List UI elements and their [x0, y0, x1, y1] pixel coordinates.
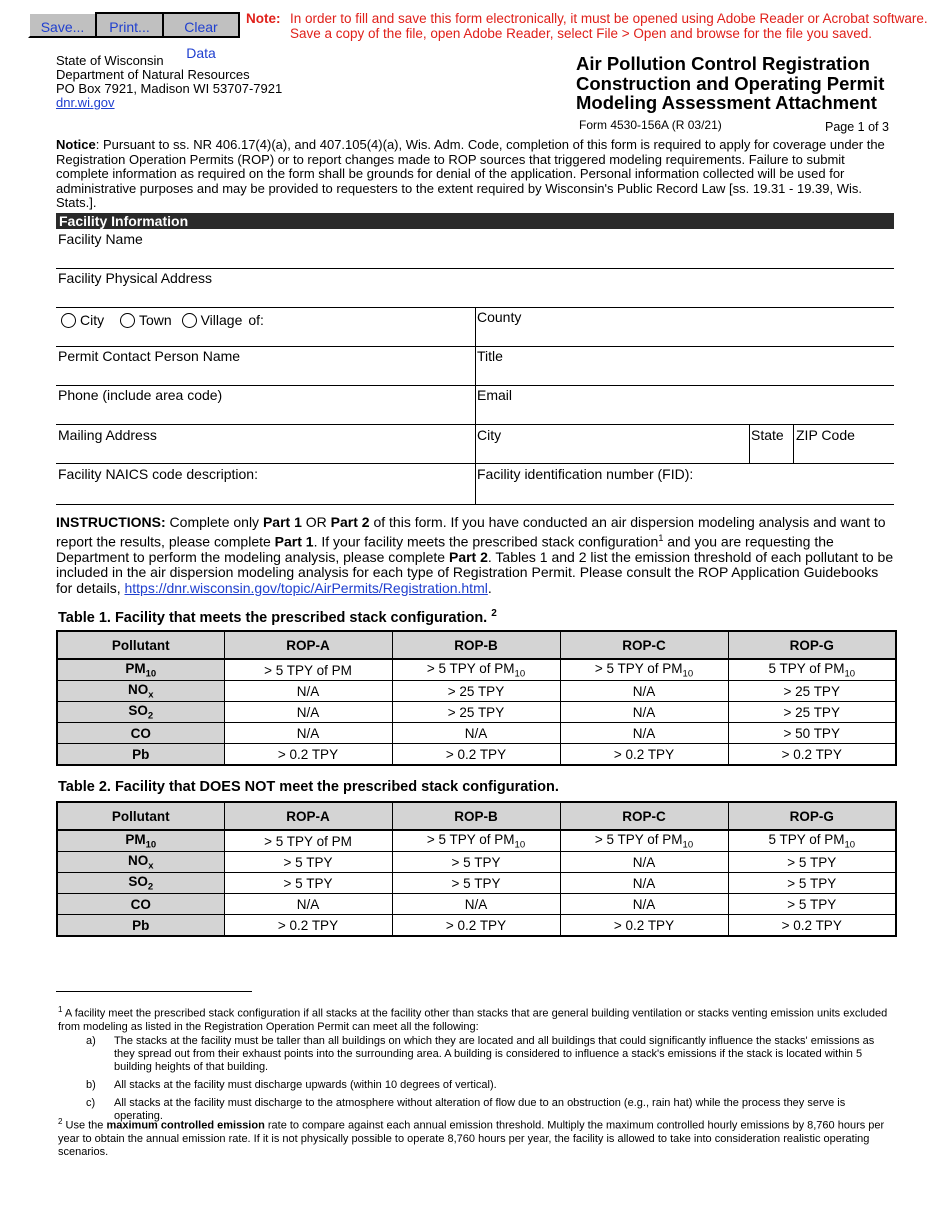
table2-caption: Table 2. Facility that DOES NOT meet the prescribed stack configuration.	[58, 779, 559, 795]
notice-text: : Pursuant to ss. NR 406.17(4)(a), and 407.105(4)(a), Wis. Adm. Code, completion of this form is required to apply for coverage under the Registration Operation Permits (ROP) or to report changes made to ROP sources that triggered modeling requirements. Failure to submit complete information as required on the form shall be grounds for denial of the application. Personal information collected will be used for administrative purposes and may be provided to requesters to the extent required by Wisconsin's Public Record Law [ss. 19.31 - 19.39, Wis. Stats.].	[56, 137, 885, 210]
cell-text: > 25 TPY	[447, 704, 505, 720]
cell-text: > 0.2 TPY	[613, 917, 675, 933]
threshold-cell	[560, 894, 728, 915]
mailing-city-label: City	[477, 427, 502, 443]
cell-subscript: 2	[147, 881, 154, 893]
threshold-cell	[224, 873, 392, 894]
threshold-cell	[392, 681, 560, 702]
col-header: ROP-C	[560, 802, 728, 830]
threshold-cell	[560, 915, 728, 937]
page-number: Page 1 of 3	[825, 120, 889, 134]
zip-field[interactable]	[795, 425, 894, 463]
pollutant-cell	[57, 659, 224, 681]
mailing-address-field[interactable]	[56, 425, 474, 463]
pollutant-cell	[57, 744, 224, 766]
table-row	[57, 723, 896, 744]
cell-subscript: 10	[682, 668, 694, 680]
cell-text: 5 TPY of PM	[768, 660, 845, 676]
threshold-cell	[224, 915, 392, 937]
radio-village-label: Village	[200, 312, 243, 328]
cell-subscript: 10	[844, 839, 856, 851]
state-field[interactable]	[750, 425, 793, 463]
cell-text: N/A	[464, 896, 488, 912]
state-label: State	[751, 427, 784, 443]
contact-name-field[interactable]	[56, 347, 474, 385]
naics-label: Facility NAICS code description:	[58, 466, 258, 482]
threshold-cell	[728, 681, 896, 702]
cell-subscript: 10	[682, 839, 694, 851]
agency-block	[56, 54, 282, 110]
cell-subscript: 10	[844, 668, 856, 680]
cell-text: PM	[125, 660, 146, 676]
footnote-2	[58, 1115, 888, 1159]
cell-text: > 0.2 TPY	[781, 917, 842, 933]
threshold-cell	[560, 659, 728, 681]
facility-name-field[interactable]	[56, 230, 894, 268]
physical-address-label: Facility Physical Address	[58, 270, 213, 286]
footnote-1	[58, 1003, 888, 1034]
fid-label: Facility identification number (FID):	[477, 466, 694, 482]
column-divider	[749, 424, 750, 463]
footnote-ref: 1	[658, 532, 664, 543]
cell-text: > 0.2 TPY	[277, 917, 339, 933]
col-header: ROP-A	[224, 631, 392, 659]
threshold-cell	[560, 681, 728, 702]
facility-info-header: Facility Information	[56, 213, 894, 229]
cell-text: N/A	[296, 725, 320, 741]
cell-text: N/A	[296, 896, 320, 912]
physical-address-field[interactable]	[56, 269, 894, 307]
instructions-part-ref: Part 2	[448, 548, 488, 565]
form-title-line: Modeling Assessment Attachment	[576, 92, 877, 113]
cell-text: > 5 TPY of PM	[594, 660, 683, 676]
cell-subscript: 10	[514, 668, 526, 680]
facility-name-label: Facility Name	[58, 231, 143, 247]
threshold-cell	[224, 744, 392, 766]
threshold-cell	[392, 915, 560, 937]
cell-text: > 0.2 TPY	[277, 746, 339, 762]
agency-website-link[interactable]: dnr.wi.gov	[56, 95, 115, 110]
cell-subscript: 2	[147, 710, 154, 722]
footnote-item-text: The stacks at the facility must be taller than all buildings on which they are located and all buildings that could significantly influence the stacks' emissions as they spread out from their exhaust points into the surrounding area. A building is considered to influence a stack's emissions if the stack is located within 5 building heights of that building.	[114, 1035, 875, 1073]
mailing-city-field[interactable]	[476, 425, 748, 463]
cell-text: > 5 TPY of PM	[264, 662, 352, 678]
note-line-1: In order to fill and save this form electronically, it must be opened using Adobe Reader or Acrobat software.	[290, 11, 928, 26]
threshold-cell	[392, 894, 560, 915]
table1-caption	[58, 608, 497, 626]
threshold-cell	[560, 723, 728, 744]
threshold-cell	[728, 915, 896, 937]
of-label: of:	[248, 312, 264, 328]
col-header: ROP-B	[392, 802, 560, 830]
threshold-cell	[392, 852, 560, 873]
cell-text: > 5 TPY	[787, 875, 837, 891]
cell-text: > 5 TPY	[283, 875, 333, 891]
instructions-text: OR	[301, 514, 331, 530]
adobe-note	[246, 11, 928, 41]
pollutant-cell	[57, 830, 224, 852]
threshold-cell	[728, 830, 896, 852]
cell-text: > 5 TPY of PM	[426, 831, 515, 847]
threshold-cell	[728, 659, 896, 681]
col-header: ROP-G	[728, 802, 896, 830]
table-row	[57, 852, 896, 873]
cell-text: NO	[127, 852, 149, 868]
cell-text: NO	[127, 681, 149, 697]
table-row	[57, 744, 896, 766]
cell-text: N/A	[632, 896, 656, 912]
instructions-text: Complete only	[165, 514, 263, 530]
cell-text: > 0.2 TPY	[445, 917, 507, 933]
cell-text: N/A	[296, 704, 320, 720]
table-header-row	[57, 802, 896, 830]
cell-text: N/A	[632, 854, 656, 870]
guidebooks-link[interactable]: https://dnr.wisconsin.gov/topic/AirPermits/Registration.html	[124, 579, 488, 596]
cell-text: CO	[130, 896, 151, 912]
cell-text: > 0.2 TPY	[445, 746, 507, 762]
phone-field[interactable]	[56, 386, 474, 424]
instructions-text: and you are requesting the Department to perform the modeling analysis, please complete	[56, 533, 834, 565]
form-title-line: Air Pollution Control Registration	[576, 53, 870, 74]
col-header: ROP-B	[392, 631, 560, 659]
naics-field[interactable]	[56, 464, 474, 504]
table-row	[57, 830, 896, 852]
threshold-cell	[224, 894, 392, 915]
cell-text: 5 TPY of PM	[768, 831, 845, 847]
instructions-text: .	[487, 579, 492, 596]
radio-village[interactable]	[182, 313, 197, 328]
form-number: Form 4530-156A (R 03/21)	[579, 118, 722, 132]
threshold-cell	[728, 873, 896, 894]
table-row	[57, 681, 896, 702]
table1-thresholds	[56, 630, 897, 766]
instructions-text: of this form. If you have conducted an air dispersion modeling analysis and want to report the results, please complete	[56, 514, 886, 550]
cell-text: N/A	[632, 683, 656, 699]
municipality-type-radio-group	[61, 312, 264, 328]
cell-text: > 5 TPY of PM	[264, 833, 352, 849]
instructions-part-ref: Part 1	[262, 514, 302, 530]
table-row	[57, 702, 896, 723]
cell-text: > 5 TPY	[451, 875, 501, 891]
cell-text: > 0.2 TPY	[781, 746, 842, 762]
privacy-notice	[56, 138, 898, 211]
footnote-item-label: b)	[86, 1079, 96, 1091]
threshold-cell	[728, 852, 896, 873]
threshold-cell	[560, 830, 728, 852]
threshold-cell	[560, 702, 728, 723]
agency-line: Department of Natural Resources	[56, 67, 250, 82]
cell-text: > 25 TPY	[783, 683, 840, 699]
threshold-cell	[392, 830, 560, 852]
cell-text: SO	[128, 702, 148, 718]
col-header: ROP-G	[728, 631, 896, 659]
cell-text: > 5 TPY	[787, 896, 837, 912]
threshold-cell	[728, 702, 896, 723]
col-header: ROP-A	[224, 802, 392, 830]
instructions-label: INSTRUCTIONS:	[56, 514, 166, 530]
cell-text: > 0.2 TPY	[613, 746, 675, 762]
threshold-cell	[392, 723, 560, 744]
footnote-ref: 2	[491, 608, 497, 619]
table-row	[57, 894, 896, 915]
threshold-cell	[224, 702, 392, 723]
threshold-cell	[224, 681, 392, 702]
mailing-address-label: Mailing Address	[58, 427, 157, 443]
instructions-text: . If your facility meets the prescribed stack configuration	[313, 533, 659, 550]
footnote-number: 1	[58, 1005, 63, 1014]
notice-label: Notice	[56, 137, 96, 152]
threshold-cell	[560, 873, 728, 894]
footnote-item-text: All stacks at the facility must discharge to the atmosphere without alteration of flow due to an obstruction (e.g., rain hat) while the process they serve is operating.	[114, 1097, 846, 1122]
cell-text: > 5 TPY of PM	[594, 831, 683, 847]
threshold-cell	[392, 702, 560, 723]
radio-town[interactable]	[120, 313, 135, 328]
footnote-text: A facility meet the prescribed stack configuration if all stacks at the facility other than stacks that are general building ventilation or stacks venting emission units excluded from modeling as listed in the Registration Operation Permit can meet all the following:	[58, 1007, 888, 1033]
footnote-item-label: a)	[86, 1035, 96, 1047]
form-title-line: Construction and Operating Permit	[576, 72, 885, 94]
cell-subscript: 10	[145, 839, 157, 851]
form-title	[576, 54, 884, 113]
threshold-cell	[392, 744, 560, 766]
cell-text: > 5 TPY	[451, 854, 501, 870]
threshold-cell	[560, 852, 728, 873]
agency-line: State of Wisconsin	[56, 53, 164, 68]
footnote-item-text: All stacks at the facility must discharge upwards (within 10 degrees of vertical).	[114, 1079, 497, 1091]
phone-label: Phone (include area code)	[58, 387, 223, 403]
radio-city[interactable]	[61, 313, 76, 328]
table2-thresholds	[56, 801, 897, 937]
cell-text: > 25 TPY	[783, 704, 840, 720]
cell-text: SO	[128, 873, 148, 889]
instructions-part-ref: Part 1	[274, 533, 314, 550]
zip-label: ZIP Code	[796, 427, 855, 443]
pollutant-cell	[57, 915, 224, 937]
instructions	[56, 515, 898, 596]
note-line-2: Save a copy of the file, open Adobe Reader, select File > Open and browse for the file you saved.	[290, 26, 872, 41]
contact-title-label: Title	[477, 348, 503, 364]
divider	[56, 504, 894, 505]
radio-town-label: Town	[139, 312, 172, 328]
cell-text: N/A	[632, 704, 656, 720]
cell-text: N/A	[632, 725, 656, 741]
cell-text: N/A	[296, 683, 320, 699]
cell-text: > 5 TPY	[787, 854, 837, 870]
radio-city-label: City	[80, 312, 105, 328]
column-divider	[793, 424, 794, 463]
threshold-cell	[560, 744, 728, 766]
cell-subscript: x	[148, 860, 154, 872]
cell-text: PM	[125, 831, 146, 847]
threshold-cell	[224, 830, 392, 852]
threshold-cell	[224, 723, 392, 744]
cell-subscript: 10	[514, 839, 526, 851]
clear-data-button[interactable]: Clear Data	[162, 12, 240, 38]
footnote-divider	[56, 991, 252, 992]
threshold-cell	[392, 873, 560, 894]
cell-text: > 25 TPY	[447, 683, 505, 699]
cell-text: N/A	[464, 725, 488, 741]
cell-text: > 5 TPY	[283, 854, 333, 870]
cell-subscript: 10	[145, 668, 157, 680]
threshold-cell	[224, 659, 392, 681]
print-button[interactable]: Print...	[95, 12, 162, 38]
table-row	[57, 659, 896, 681]
cell-subscript: x	[148, 689, 154, 701]
threshold-cell	[728, 744, 896, 766]
pollutant-cell	[57, 681, 224, 702]
table-header-row	[57, 631, 896, 659]
pollutant-cell	[57, 702, 224, 723]
table-row	[57, 873, 896, 894]
threshold-cell	[728, 894, 896, 915]
instructions-part-ref: Part 2	[330, 514, 370, 530]
cell-text: CO	[130, 725, 151, 741]
contact-title-field[interactable]	[476, 347, 894, 385]
cell-text: N/A	[632, 875, 656, 891]
col-header: ROP-C	[560, 631, 728, 659]
cell-text: > 5 TPY of PM	[426, 660, 515, 676]
county-field[interactable]	[476, 308, 894, 346]
pollutant-cell	[57, 723, 224, 744]
fid-field[interactable]	[476, 464, 894, 504]
cell-text: Pb	[132, 917, 150, 933]
footnote-text: rate to compare against each annual emission threshold. Multiply the maximum controlled hourly emissions by 8,760 hours per year to obtain the annual emission rate. If it is not physically possible to operate 8,760 hours per year, the facility is allowed to take into consideration realistic operating scenarios.	[58, 1119, 885, 1158]
col-header: Pollutant	[57, 802, 224, 830]
email-label: Email	[477, 387, 513, 403]
threshold-cell	[392, 659, 560, 681]
column-divider	[475, 307, 476, 504]
footnote-item-label: c)	[86, 1097, 96, 1109]
threshold-cell	[224, 852, 392, 873]
county-label: County	[477, 309, 522, 325]
pollutant-cell	[57, 894, 224, 915]
table1-caption-text: Table 1. Facility that meets the prescribed stack configuration.	[58, 609, 488, 626]
cell-text: Pb	[132, 746, 150, 762]
col-header: Pollutant	[57, 631, 224, 659]
save-button[interactable]: Save...	[28, 12, 95, 38]
threshold-cell	[728, 723, 896, 744]
contact-name-label: Permit Contact Person Name	[58, 348, 241, 364]
agency-line: PO Box 7921, Madison WI 53707-7921	[56, 81, 283, 96]
footnote-number: 2	[58, 1117, 63, 1126]
instructions-text: . Tables 1 and 2 list the emission threshold of each pollutant to be included in the air dispersion modeling analysis for each type of Registration Permit. Please consult the ROP Application Guidebooks for details,	[56, 548, 894, 596]
footnote-emphasis: maximum controlled emission	[106, 1119, 265, 1132]
cell-text: > 50 TPY	[783, 725, 840, 741]
table-row	[57, 915, 896, 937]
pollutant-cell	[57, 873, 224, 894]
pollutant-cell	[57, 852, 224, 873]
email-field[interactable]	[476, 386, 894, 424]
note-label: Note:	[246, 11, 281, 26]
footnote-text: Use the	[62, 1119, 107, 1132]
